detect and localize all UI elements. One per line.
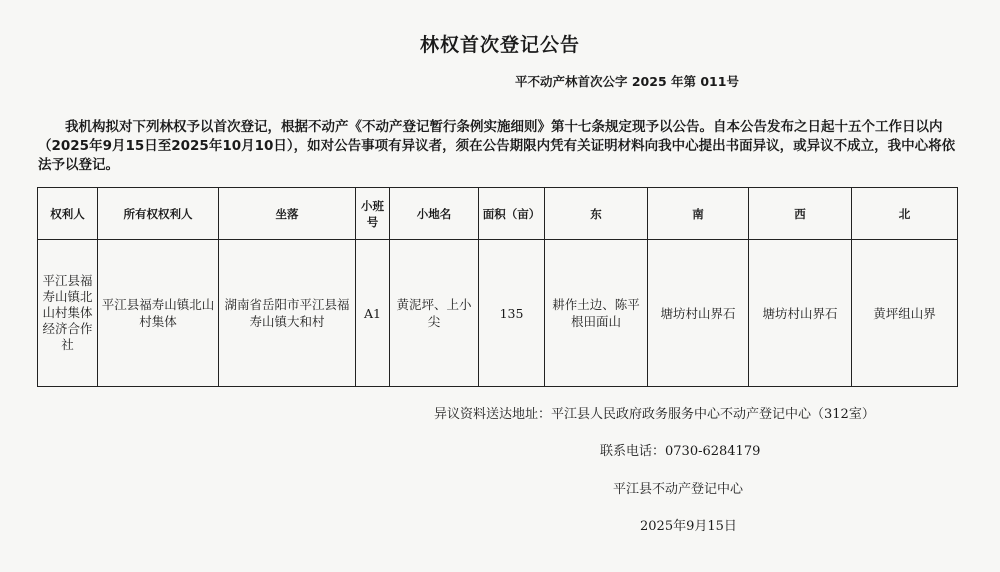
cell-right-holder: 平江县福寿山镇北山村集体经济合作社 (38, 240, 98, 387)
header-east: 东 (545, 188, 648, 240)
header-right-holder: 权利人 (38, 188, 98, 240)
header-location: 坐落 (219, 188, 356, 240)
table-header-row (38, 188, 958, 240)
header-area: 面积（亩） (479, 188, 545, 240)
contact-phone: 联系电话：0730-6284179 (600, 444, 761, 459)
cell-south: 塘坊村山界石 (648, 240, 749, 387)
cell-location: 湖南省岳阳市平江县福寿山镇大和村 (219, 240, 356, 387)
objection-address: 异议资料送达地址：平江县人民政府政务服务中心不动产登记中心（312室） (434, 407, 875, 422)
cell-place-name: 黄泥坪、上小尖 (390, 240, 479, 387)
cell-subcompartment: A1 (356, 240, 390, 387)
header-west: 西 (749, 188, 852, 240)
cell-owner: 平江县福寿山镇北山村集体 (98, 240, 219, 387)
cell-area: 135 (479, 240, 545, 387)
cell-north: 黄坪组山界 (852, 240, 958, 387)
header-north: 北 (852, 188, 958, 240)
cell-west: 塘坊村山界石 (749, 240, 852, 387)
issuing-agency: 平江县不动产登记中心 (613, 482, 744, 497)
issue-date: 2025年9月15日 (640, 519, 737, 534)
header-owner: 所有权权利人 (98, 188, 219, 240)
header-south: 南 (648, 188, 749, 240)
notice-body: 我机构拟对下列林权予以首次登记，根据不动产《不动产登记暂行条例实施细则》第十七条规定现予以公告。自本公告发布之日起十五个工作日以内（2025年9月15日至2025年10月10日），如对公告事项有异议者，须在公告期限内凭有关证明材料向我中心提出书面异议，或异议不成立，我中心将依法予以登记。 (38, 119, 956, 173)
table-row (38, 240, 958, 387)
registration-table (37, 187, 958, 387)
header-subcompartment: 小班号 (356, 188, 390, 240)
header-place-name: 小地名 (390, 188, 479, 240)
document-number: 平不动产林首次公字 2025 年第 011号 (515, 74, 739, 89)
cell-east: 耕作土边、陈平根田面山 (545, 240, 648, 387)
notice-title: 林权首次登记公告 (419, 34, 580, 56)
